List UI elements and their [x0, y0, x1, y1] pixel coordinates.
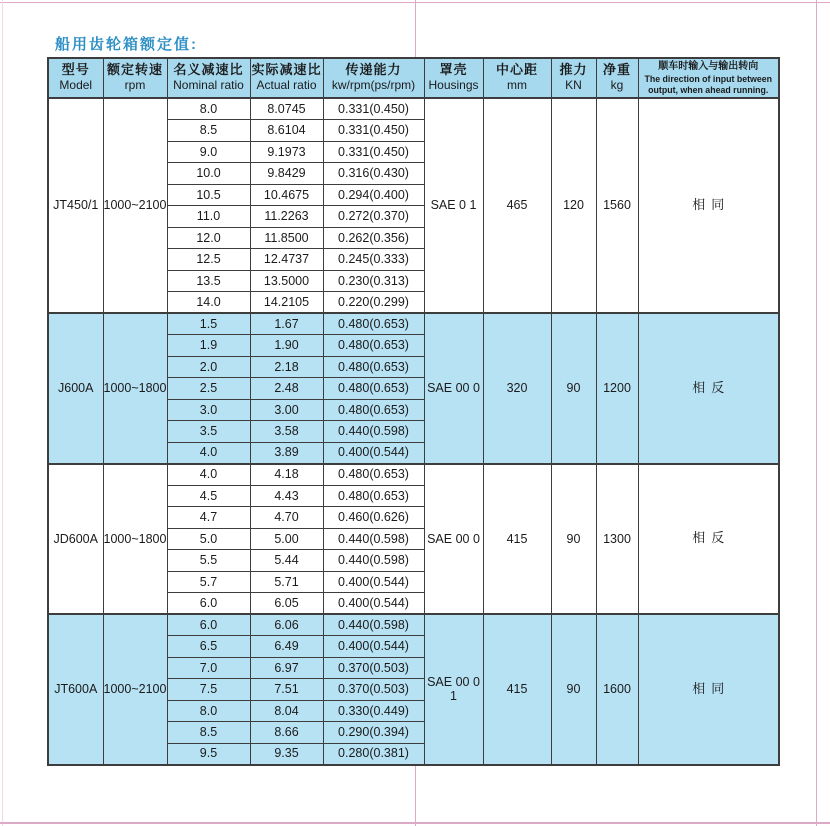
actual-ratio-cell: 1.67 — [250, 313, 323, 335]
actual-ratio-cell: 8.66 — [250, 722, 323, 744]
header-label-en: Actual ratio — [256, 78, 317, 93]
nominal-ratio-cell: 7.0 — [167, 657, 250, 679]
capacity-cell: 0.480(0.653) — [323, 378, 424, 400]
header-label-zh: 额定转速 — [106, 62, 163, 78]
capacity-cell: 0.400(0.544) — [323, 571, 424, 593]
housing-cell: SAE 00 0 — [424, 313, 483, 464]
table-row — [48, 614, 779, 636]
header-label-en: mm — [507, 78, 527, 93]
actual-ratio-cell: 8.6104 — [250, 120, 323, 142]
capacity-cell: 0.440(0.598) — [323, 421, 424, 443]
header-cell-9 — [596, 58, 638, 98]
model-cell: JT600A — [48, 614, 103, 765]
header-label-en: KN — [565, 78, 582, 93]
header-label-zh: 中心距 — [495, 62, 538, 78]
actual-ratio-cell: 1.90 — [250, 335, 323, 357]
table-row — [48, 464, 779, 486]
thrust-cell: 120 — [551, 98, 596, 313]
model-cell: J600A — [48, 313, 103, 464]
actual-ratio-cell: 9.35 — [250, 743, 323, 765]
direction-cell: 相反 — [638, 313, 779, 464]
nominal-ratio-cell: 12.0 — [167, 227, 250, 249]
rpm-cell: 1000~2100 — [103, 98, 167, 313]
table-header — [48, 58, 779, 98]
header-label-en: Housings — [428, 78, 479, 93]
header-cell-7 — [483, 58, 551, 98]
actual-ratio-cell: 9.1973 — [250, 141, 323, 163]
actual-ratio-cell: 10.4675 — [250, 184, 323, 206]
crop-line-left — [2, 0, 3, 826]
header-label-en: kg — [610, 78, 624, 93]
weight-cell: 1200 — [596, 313, 638, 464]
actual-ratio-cell: 8.0745 — [250, 98, 323, 120]
actual-ratio-cell: 2.48 — [250, 378, 323, 400]
table-row — [48, 98, 779, 120]
thrust-cell: 90 — [551, 614, 596, 765]
actual-ratio-cell: 3.58 — [250, 421, 323, 443]
nominal-ratio-cell: 11.0 — [167, 206, 250, 228]
rpm-cell: 1000~1800 — [103, 313, 167, 464]
capacity-cell: 0.330(0.449) — [323, 700, 424, 722]
direction-cell: 相同 — [638, 98, 779, 313]
direction-cell: 相同 — [638, 614, 779, 765]
actual-ratio-cell: 6.05 — [250, 593, 323, 615]
header-cell-3 — [167, 58, 250, 98]
nominal-ratio-cell: 4.5 — [167, 485, 250, 507]
header-label-zh: 传递能力 — [345, 62, 402, 78]
capacity-cell: 0.316(0.430) — [323, 163, 424, 185]
table-row — [48, 313, 779, 335]
weight-cell: 1560 — [596, 98, 638, 313]
header-label-en: kw/rpm(ps/rpm) — [331, 78, 416, 93]
nominal-ratio-cell: 8.0 — [167, 98, 250, 120]
actual-ratio-cell: 4.43 — [250, 485, 323, 507]
header-label-zh: 型号 — [61, 62, 90, 78]
header-label-zh: 名义减速比 — [173, 62, 244, 78]
housing-cell: SAE 0 1 — [424, 98, 483, 313]
nominal-ratio-cell: 10.0 — [167, 163, 250, 185]
center-distance-cell: 320 — [483, 313, 551, 464]
actual-ratio-cell: 9.8429 — [250, 163, 323, 185]
nominal-ratio-cell: 8.5 — [167, 120, 250, 142]
weight-cell: 1300 — [596, 464, 638, 615]
capacity-cell: 0.262(0.356) — [323, 227, 424, 249]
center-distance-cell: 415 — [483, 464, 551, 615]
header-label-en: The direction of input between output, when ahead running. — [644, 74, 773, 95]
capacity-cell: 0.370(0.503) — [323, 657, 424, 679]
actual-ratio-cell: 3.00 — [250, 399, 323, 421]
page-title: 船用齿轮箱额定值: — [55, 36, 198, 53]
capacity-cell: 0.440(0.598) — [323, 550, 424, 572]
thrust-cell: 90 — [551, 464, 596, 615]
capacity-cell: 0.331(0.450) — [323, 98, 424, 120]
capacity-cell: 0.440(0.598) — [323, 614, 424, 636]
capacity-cell: 0.460(0.626) — [323, 507, 424, 529]
capacity-cell: 0.480(0.653) — [323, 356, 424, 378]
crop-line-bottom — [0, 822, 830, 824]
header-label-zh: 罩壳 — [439, 62, 468, 78]
nominal-ratio-cell: 9.5 — [167, 743, 250, 765]
header-label-en: rpm — [124, 78, 146, 93]
capacity-cell: 0.220(0.299) — [323, 292, 424, 314]
nominal-ratio-cell: 5.0 — [167, 528, 250, 550]
rpm-cell: 1000~1800 — [103, 464, 167, 615]
header-cell-1 — [48, 58, 103, 98]
capacity-cell: 0.272(0.370) — [323, 206, 424, 228]
direction-cell: 相反 — [638, 464, 779, 615]
nominal-ratio-cell: 3.5 — [167, 421, 250, 443]
nominal-ratio-cell: 1.5 — [167, 313, 250, 335]
header-cell-10 — [638, 58, 779, 98]
rpm-cell: 1000~2100 — [103, 614, 167, 765]
nominal-ratio-cell: 1.9 — [167, 335, 250, 357]
actual-ratio-cell: 8.04 — [250, 700, 323, 722]
weight-cell: 1600 — [596, 614, 638, 765]
actual-ratio-cell: 7.51 — [250, 679, 323, 701]
nominal-ratio-cell: 2.0 — [167, 356, 250, 378]
capacity-cell: 0.331(0.450) — [323, 141, 424, 163]
gearbox-spec-table — [47, 57, 780, 766]
actual-ratio-cell: 5.44 — [250, 550, 323, 572]
nominal-ratio-cell: 8.5 — [167, 722, 250, 744]
model-cell: JD600A — [48, 464, 103, 615]
actual-ratio-cell: 3.89 — [250, 442, 323, 464]
nominal-ratio-cell: 7.5 — [167, 679, 250, 701]
header-label-en: Nominal ratio — [173, 78, 244, 93]
housing-cell: SAE 00 0 1 — [424, 614, 483, 765]
capacity-cell: 0.480(0.653) — [323, 485, 424, 507]
capacity-cell: 0.331(0.450) — [323, 120, 424, 142]
nominal-ratio-cell: 10.5 — [167, 184, 250, 206]
nominal-ratio-cell: 13.5 — [167, 270, 250, 292]
nominal-ratio-cell: 6.0 — [167, 593, 250, 615]
nominal-ratio-cell: 8.0 — [167, 700, 250, 722]
nominal-ratio-cell: 9.0 — [167, 141, 250, 163]
capacity-cell: 0.245(0.333) — [323, 249, 424, 271]
center-distance-cell: 415 — [483, 614, 551, 765]
header-cell-2 — [103, 58, 167, 98]
header-cell-6 — [424, 58, 483, 98]
capacity-cell: 0.480(0.653) — [323, 464, 424, 486]
capacity-cell: 0.480(0.653) — [323, 399, 424, 421]
nominal-ratio-cell: 6.0 — [167, 614, 250, 636]
nominal-ratio-cell: 4.7 — [167, 507, 250, 529]
capacity-cell: 0.280(0.381) — [323, 743, 424, 765]
capacity-cell: 0.370(0.503) — [323, 679, 424, 701]
header-label-zh: 净重 — [602, 62, 631, 78]
capacity-cell: 0.294(0.400) — [323, 184, 424, 206]
nominal-ratio-cell: 5.7 — [167, 571, 250, 593]
header-cell-4 — [250, 58, 323, 98]
capacity-cell: 0.480(0.653) — [323, 335, 424, 357]
header-label-zh: 推力 — [559, 62, 588, 78]
header-cell-8 — [551, 58, 596, 98]
nominal-ratio-cell: 6.5 — [167, 636, 250, 658]
nominal-ratio-cell: 4.0 — [167, 442, 250, 464]
actual-ratio-cell: 2.18 — [250, 356, 323, 378]
nominal-ratio-cell: 4.0 — [167, 464, 250, 486]
capacity-cell: 0.440(0.598) — [323, 528, 424, 550]
capacity-cell: 0.230(0.313) — [323, 270, 424, 292]
actual-ratio-cell: 14.2105 — [250, 292, 323, 314]
capacity-cell: 0.400(0.544) — [323, 442, 424, 464]
capacity-cell: 0.400(0.544) — [323, 636, 424, 658]
header-label-en: Model — [59, 78, 93, 93]
actual-ratio-cell: 12.4737 — [250, 249, 323, 271]
housing-cell: SAE 00 0 — [424, 464, 483, 615]
header-label-zh: 实际减速比 — [251, 62, 322, 78]
crop-line-right — [816, 0, 817, 826]
actual-ratio-cell: 6.49 — [250, 636, 323, 658]
header-label-zh: 顺车时输入与输出转向 — [658, 60, 759, 72]
actual-ratio-cell: 11.2263 — [250, 206, 323, 228]
center-distance-cell: 465 — [483, 98, 551, 313]
actual-ratio-cell: 5.71 — [250, 571, 323, 593]
model-cell: JT450/1 — [48, 98, 103, 313]
table-body — [48, 98, 779, 765]
actual-ratio-cell: 11.8500 — [250, 227, 323, 249]
nominal-ratio-cell: 14.0 — [167, 292, 250, 314]
actual-ratio-cell: 5.00 — [250, 528, 323, 550]
actual-ratio-cell: 4.18 — [250, 464, 323, 486]
thrust-cell: 90 — [551, 313, 596, 464]
actual-ratio-cell: 6.97 — [250, 657, 323, 679]
actual-ratio-cell: 6.06 — [250, 614, 323, 636]
capacity-cell: 0.480(0.653) — [323, 313, 424, 335]
header-row — [48, 58, 779, 98]
capacity-cell: 0.400(0.544) — [323, 593, 424, 615]
actual-ratio-cell: 13.5000 — [250, 270, 323, 292]
actual-ratio-cell: 4.70 — [250, 507, 323, 529]
nominal-ratio-cell: 5.5 — [167, 550, 250, 572]
nominal-ratio-cell: 2.5 — [167, 378, 250, 400]
nominal-ratio-cell: 12.5 — [167, 249, 250, 271]
nominal-ratio-cell: 3.0 — [167, 399, 250, 421]
capacity-cell: 0.290(0.394) — [323, 722, 424, 744]
header-cell-5 — [323, 58, 424, 98]
